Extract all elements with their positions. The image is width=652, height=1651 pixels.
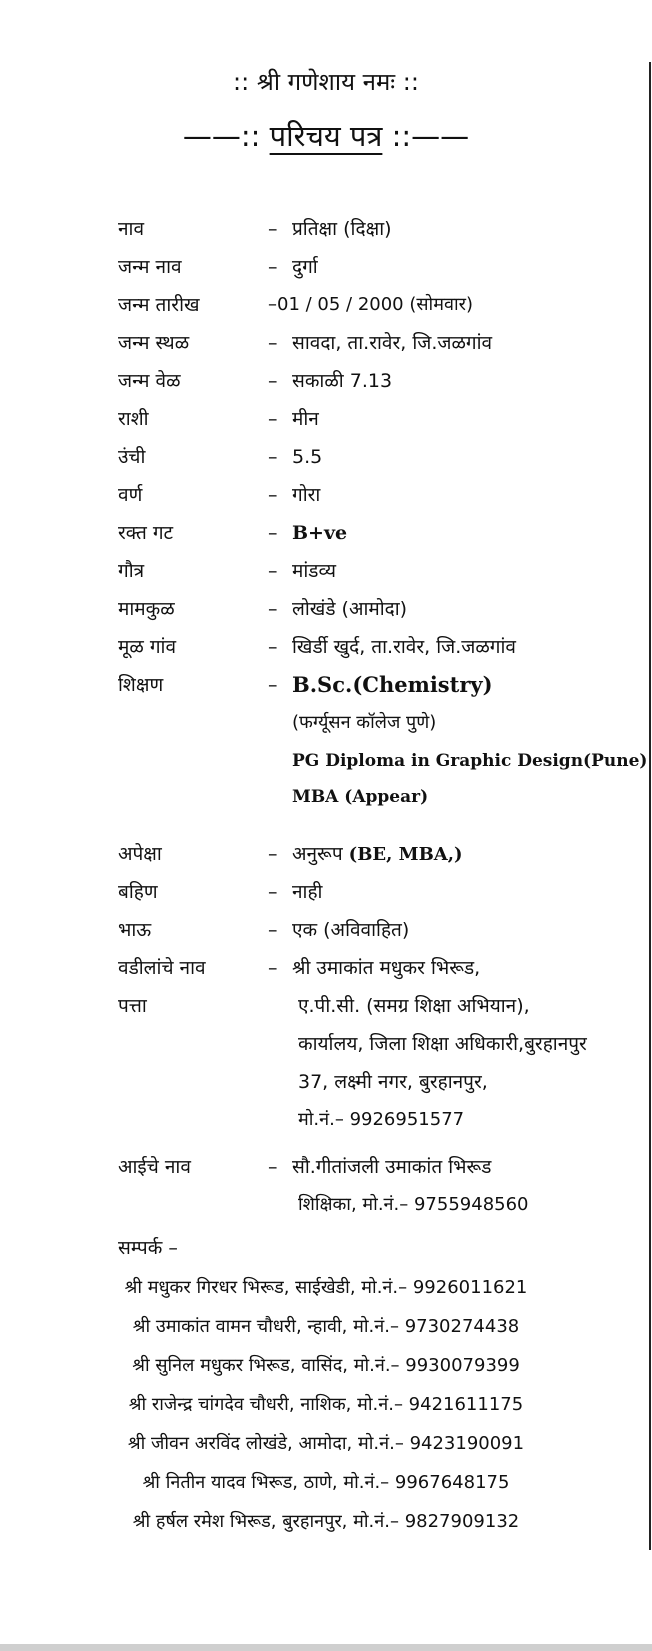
document-title (0, 113, 652, 159)
field-row-brother (0, 911, 652, 949)
field-row-maternal-family (0, 590, 652, 628)
field-value: मांडव्य (292, 560, 336, 582)
field-label: शिक्षण (118, 674, 164, 696)
field-row-education (0, 666, 652, 704)
field-row-father-name (0, 949, 652, 987)
field-dash: – (268, 1156, 278, 1178)
field-value: दुर्गा (292, 256, 318, 278)
education-college: (फर्ग्यूसन कॉलेज पुणे) (292, 712, 437, 733)
field-label: जन्म स्थळ (118, 332, 190, 354)
contact-item: श्री सुनिल मधुकर भिरूड, वासिंद, मो.नं.– 9930079399 (132, 1355, 520, 1376)
field-label: उंची (118, 446, 146, 468)
field-row-height (0, 438, 652, 476)
field-label: अपेक्षा (118, 843, 162, 865)
field-value: गोरा (292, 484, 321, 506)
expectation-text: अनुरूप (292, 843, 343, 865)
field-label: रक्त गट (118, 522, 174, 544)
education-diploma: PG Diploma in Graphic Design(Pune) (292, 751, 648, 771)
field-dash: – (268, 843, 278, 865)
field-dash: – (268, 598, 278, 620)
field-dash: – (268, 370, 278, 392)
field-row-birth-place (0, 324, 652, 362)
field-row-native-village (0, 628, 652, 666)
field-dash: – (268, 674, 278, 696)
field-label: मामकुळ (118, 598, 175, 620)
field-value: सावदा, ता.रावेर, जि.जळगांव (292, 332, 493, 354)
field-row-birth-name (0, 248, 652, 286)
contact-heading: सम्पर्क – (118, 1237, 178, 1259)
education-mba: MBA (Appear) (292, 787, 429, 807)
field-label: मूळ गांव (118, 636, 177, 658)
field-dash: – (268, 218, 278, 240)
field-dash: – (268, 408, 278, 430)
field-value: मीन (292, 408, 319, 430)
field-label: नाव (118, 218, 145, 240)
field-label: जन्म वेळ (118, 370, 181, 392)
field-dash: – (268, 484, 278, 506)
field-label: पत्ता (118, 995, 147, 1017)
field-value: B+ve (292, 522, 348, 544)
field-dash: – (268, 446, 278, 468)
field-value: लोखंडे (आमोदा) (292, 598, 408, 620)
expectation-degrees: (BE, MBA,) (348, 844, 463, 865)
field-dash: – (268, 560, 278, 582)
title-prefix: ——:: (182, 119, 270, 153)
field-label: जन्म तारीख (118, 294, 200, 316)
field-row-complexion (0, 476, 652, 514)
field-value: सौ.गीतांजली उमाकांत भिरूड (292, 1156, 492, 1178)
field-dash: – (268, 881, 278, 903)
page-bottom-band (0, 1644, 652, 1651)
field-label: जन्म नाव (118, 256, 182, 278)
field-dash: – (268, 957, 278, 979)
field-row-birth-time (0, 362, 652, 400)
field-dash: – (268, 919, 278, 941)
field-row-name (0, 210, 652, 248)
field-value: श्री उमाकांत मधुकर भिरूड, (292, 957, 481, 979)
mother-occupation-mobile: शिक्षिका, मो.नं.– 9755948560 (298, 1194, 529, 1215)
field-row-birth-date (0, 286, 652, 324)
field-value (292, 835, 463, 874)
title-suffix: ::—— (382, 119, 470, 153)
field-dash: – (268, 256, 278, 278)
field-row-blood-group (0, 514, 652, 552)
field-row-expectation (0, 835, 652, 873)
field-value: नाही (292, 881, 323, 903)
address-line: 37, लक्ष्मी नगर, बुरहानपुर, (298, 1071, 488, 1093)
father-mobile: मो.नं.– 9926951577 (298, 1109, 465, 1130)
field-label: वर्ण (118, 484, 143, 506)
field-row-gotra (0, 552, 652, 590)
invocation-heading: :: श्री गणेशाय नमः :: (233, 68, 419, 96)
contact-item: श्री हर्षल रमेश भिरूड, बुरहानपुर, मो.नं.– 9827909132 (132, 1511, 520, 1532)
contact-item: श्री मधुकर गिरधर भिरूड, साईखेडी, मो.नं.– 9926011621 (124, 1277, 528, 1298)
field-dash: – (268, 332, 278, 354)
contact-item: श्री नितीन यादव भिरूड, ठाणे, मो.नं.– 9967648175 (142, 1472, 510, 1493)
field-value: B.Sc.(Chemistry) (292, 672, 493, 697)
address-line: कार्यालय, जिला शिक्षा अधिकारी,बुरहानपुर (298, 1033, 587, 1055)
field-label: वडीलांचे नाव (118, 957, 206, 979)
field-dash: – (268, 522, 278, 544)
field-value: प्रतिक्षा (दिक्षा) (292, 218, 392, 240)
field-value: खिर्डी खुर्द, ता.रावेर, जि.जळगांव (292, 636, 516, 658)
field-label: गौत्र (118, 560, 145, 582)
field-value: सकाळी 7.13 (292, 370, 393, 392)
field-dash: – (268, 636, 278, 658)
field-value: एक (अविवाहित) (292, 919, 410, 941)
contact-item: श्री राजेन्द्र चांगदेव चौधरी, नाशिक, मो.नं.– 9421611175 (128, 1394, 524, 1415)
field-row-rashi (0, 400, 652, 438)
address-line: ए.पी.सी. (समग्र शिक्षा अभियान), (298, 995, 530, 1017)
contact-item: श्री जीवन अरविंद लोखंडे, आमोदा, मो.नं.– 9423190091 (127, 1433, 525, 1454)
field-label: भाऊ (118, 919, 152, 941)
field-label: राशी (118, 408, 149, 430)
title-text: परिचय पत्र (269, 119, 383, 153)
field-row-sister (0, 873, 652, 911)
field-label: आईचे नाव (118, 1156, 191, 1178)
field-label: बहिण (118, 881, 158, 903)
field-value: 5.5 (292, 446, 323, 468)
field-value: –01 / 05 / 2000 (सोमवार) (268, 294, 474, 315)
field-row-mother-name (0, 1148, 652, 1186)
contact-item: श्री उमाकांत वामन चौधरी, न्हावी, मो.नं.– 9730274438 (132, 1316, 520, 1337)
